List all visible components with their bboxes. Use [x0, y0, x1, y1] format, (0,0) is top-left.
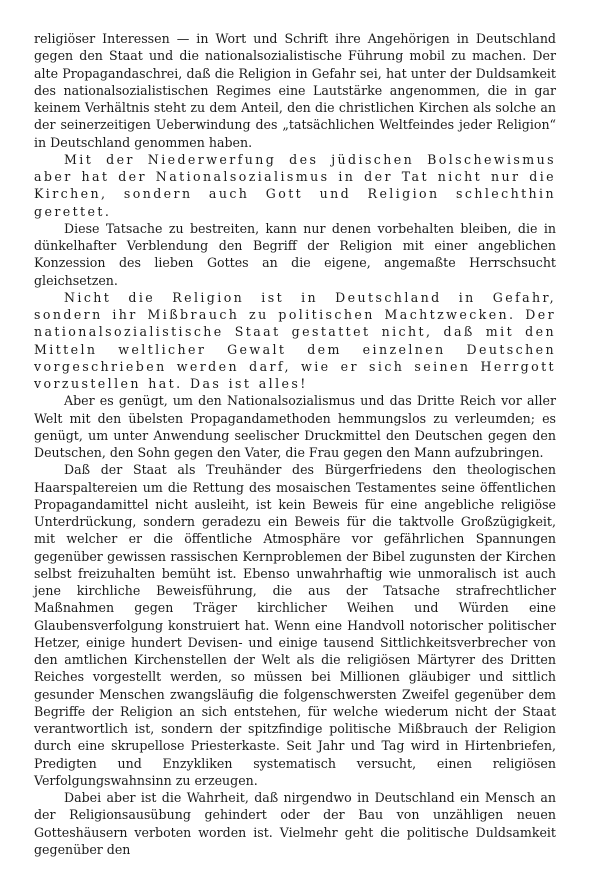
- paragraph-3: Diese Tatsache zu bestreiten, kann nur denen vorbehalten bleiben, die in dünkelhafter Verblendung den Begriff der Religion mit einer angeblichen Konzession des lieben Gottes an die eigene, angemaßte Herrschsucht gleichsetzen.: [34, 220, 556, 288]
- paragraph-4-emphasized: Nicht die Religion ist in Deutschland in Gefahr, sondern ihr Mißbrauch zu politischen Machtzwecken. Der nationalsozialistische Staat gestattet nicht, daß mit den Mitteln weltlicher Gewalt dem einzelnen Deutschen vorgeschrieben werden darf, wie er sich seinen Herrgott vorzustellen hat. Das ist alles!: [34, 289, 556, 391]
- paragraph-6: Daß der Staat als Treuhänder des Bürgerfriedens den theologischen Haarspaltereien um die Rettung des mosaischen Testamentes seine öffentlichen Propagandamittel nicht ausleiht, ist kein Beweis für eine angebliche religiöse Unterdrückung, sondern geradezu ein Beweis für die taktvolle Großzügigkeit, mit welcher er die öffentliche Atmosphäre vor gefährlichen Spannungen gegenüber gewissen rassischen Kernproblemen der Bibel zugunsten der Kirchen selbst freizuhalten bemüht ist. Ebenso unwahrhaftig wie unmoralisch ist auch jene kirchliche Beweisführung, die aus der Tatsache strafrechtlicher Maßnahmen gegen Träger kirchlicher Weihen und Würden eine Glaubensverfolgung konstruiert hat. Wenn eine Handvoll notorischer politischer Hetzer, einige hundert Devisen- und einige tausend Sittlichkeitsverbrecher von den amtlichen Kirchenstellen der Welt als die religiösen Märtyrer des Dritten Reiches vorgestellt werden, so müssen bei Millionen gläubiger und sittlich gesunder Menschen zwangsläufig die folgenschwersten Zweifel gegenüber dem Begriffe der Religion an sich entstehen, für welche wiederum nicht der Staat verantwortlich ist, sondern der spitzfindige politische Mißbrauch der Religion durch eine skrupellose Priesterkaste. Seit Jahr und Tag wird in Hirtenbriefen, Predigten und Enzykliken systematisch versucht, einen religiösen Verfolgungswahnsinn zu erzeugen.: [34, 462, 556, 788]
- paragraph-7: Dabei aber ist die Wahrheit, daß nirgendwo in Deutschland ein Mensch an der Religionsausübung gehindert oder der Bau von unzähligen neuen Gotteshäusern verboten worden ist. Vielmehr geht die politische Duldsamkeit gegenüber den: [34, 790, 556, 857]
- paragraph-1: religiöser Interessen — in Wort und Schrift ihre Angehörigen in Deutschland gegen den Staat und die nationalsozialistische Führung mobil zu machen. Der alte Propagandaschrei, daß die Religion in Gefahr sei, hat unter der Duldsamkeit des nationalsozialistischen Regimes eine Lautstärke angenommen, die in gar keinem Verhältnis steht zu dem Anteil, den die christlichen Kirchen als solche an der seinerzeitigen Ueberwindung des „tatsächlichen Weltfeindes jeder Religion“ in Deutschland genommen haben.: [34, 31, 556, 150]
- paragraph-5: Aber es genügt, um den Nationalsozialismus und das Dritte Reich vor aller Welt mit den übelsten Propagandamethoden hemmungslos zu verleumden; es genügt, um unter Anwendung seelischer Druckmittel den Deutschen gegen den Deutschen, den Sohn gegen den Vater, die Frau gegen den Mann aufzubringen.: [34, 393, 556, 460]
- paragraph-2-emphasized: Mit der Niederwerfung des jüdischen Bolschewismus aber hat der Nationalsozialismus in der Tat nicht nur die Kirchen, sondern auch Gott und Religion schlechthin gerettet.: [34, 151, 556, 219]
